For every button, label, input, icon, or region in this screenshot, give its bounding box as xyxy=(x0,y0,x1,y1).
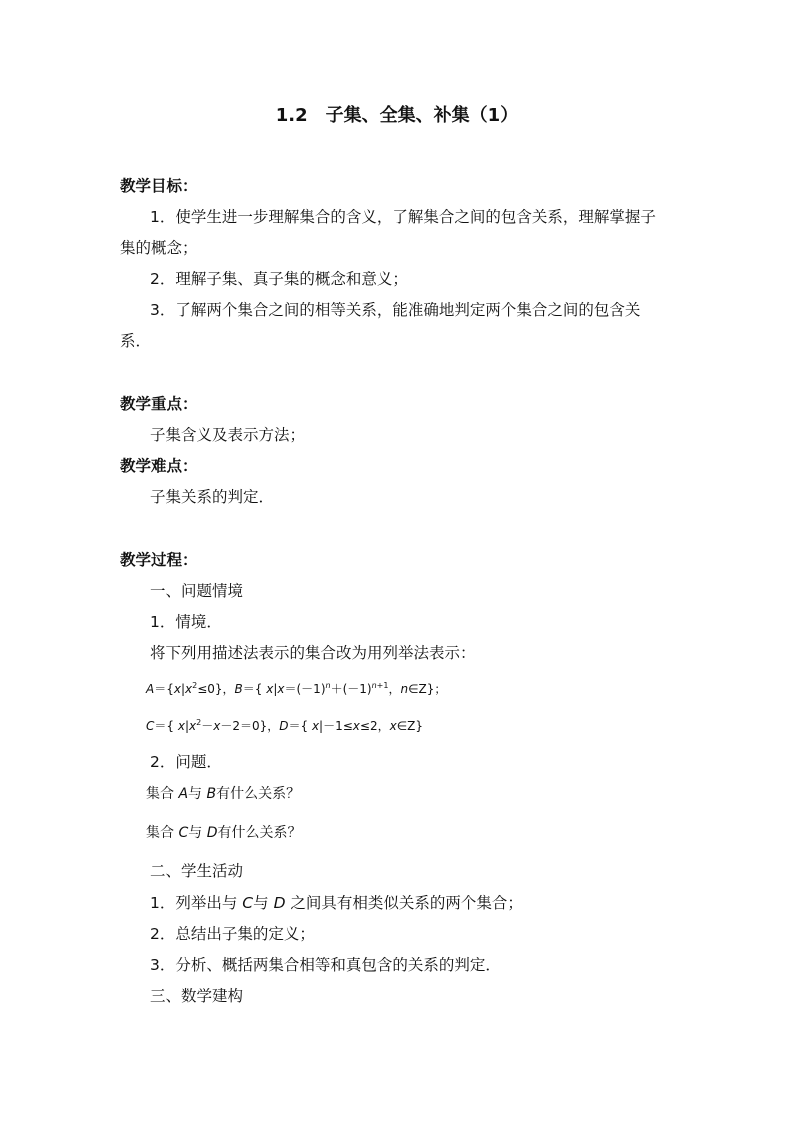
process-heading: 教学过程： xyxy=(120,551,198,569)
question-a-b: 集合 A与 B有什么关系？ xyxy=(146,786,301,802)
question-c-d: 集合 C与 D有什么关系？ xyxy=(146,825,302,841)
set-formula-c-d: C＝{ $x|x^2-x-2=0$}，D＝{ x|－1≤x≤2，x∈Z} xyxy=(146,718,424,733)
section-1-item-2: 2．问题． xyxy=(150,753,222,771)
difficult-points-heading: 教学难点： xyxy=(120,457,198,475)
key-points-text: 子集含义及表示方法； xyxy=(150,426,306,444)
objectives-heading: 教学目标： xyxy=(120,177,198,195)
set-formula-a-b: $A=\{x|x^2\le 0\}$，B＝{ $x|x=(-1)^n+(-1)^{n+1}$，n∈Z}； xyxy=(146,681,447,696)
section-2-item-1: 1．列举出与 C与 D 之间具有相类似关系的两个集合； xyxy=(150,894,523,912)
section-2-heading: 二、学生活动 xyxy=(150,862,244,880)
section-2-item-3: 3．分析、概括两集合相等和真包含的关系的判定． xyxy=(150,956,501,974)
section-3-heading: 三、数学建构 xyxy=(150,987,244,1005)
objective-item-3-continued: 系． xyxy=(120,332,152,350)
section-1-heading: 一、问题情境 xyxy=(150,582,244,600)
section-2-item-2: 2．总结出子集的定义； xyxy=(150,925,315,943)
section-1-item-1: 1．情境． xyxy=(150,613,222,631)
objective-item-2: 2．理解子集、真子集的概念和意义； xyxy=(150,270,408,288)
objective-item-1: 1．使学生进一步理解集合的含义，了解集合之间的包含关系，理解掌握子 xyxy=(150,208,656,226)
difficult-points-text: 子集关系的判定． xyxy=(150,488,275,506)
page-title: 1.2 子集、全集、补集（1） xyxy=(275,105,519,126)
objective-item-3: 3．了解两个集合之间的相等关系，能准确地判定两个集合之间的包含关 xyxy=(150,301,641,319)
objective-item-1-continued: 集的概念； xyxy=(120,239,198,257)
section-1-instruction: 将下列用描述法表示的集合改为用列举法表示： xyxy=(150,644,476,662)
key-points-heading: 教学重点： xyxy=(120,395,198,413)
